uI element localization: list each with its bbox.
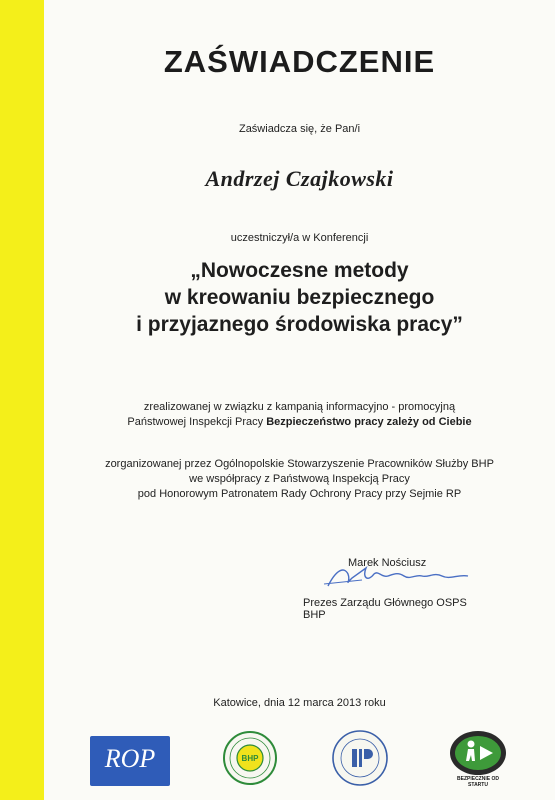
rop-logo-text: ROP bbox=[104, 744, 156, 773]
conference-title-line: i przyjaznego środowiska pracy” bbox=[136, 313, 463, 336]
conference-title-line: w kreowaniu bezpiecznego bbox=[164, 286, 435, 309]
organizer-line: we współpracy z Państwową Inspekcją Pracy bbox=[189, 473, 410, 485]
handwritten-signature bbox=[322, 564, 492, 590]
campaign-text bbox=[44, 400, 555, 430]
participation-text: uczestniczył/a w Konferencji bbox=[230, 232, 369, 244]
certificate-title: ZAŚWIADCZENIE bbox=[163, 44, 436, 79]
campaign-institution: Państwowej Inspekcji Pracy bbox=[127, 416, 267, 428]
bezpiecznie-od-startu-caption: BEZPIECZNIE OD STARTU bbox=[457, 776, 499, 788]
certificate bbox=[44, 0, 555, 800]
recipient-name: Andrzej Czajkowski bbox=[205, 166, 394, 191]
campaign-slogan: Bezpieczeństwo pracy zależy od Ciebie bbox=[266, 416, 472, 428]
organizer-text bbox=[44, 457, 555, 502]
campaign-line-1: zrealizowanej w związku z kampanią informacyjno - promocyjną bbox=[143, 401, 456, 413]
place-and-date: Katowice, dnia 12 marca 2013 roku bbox=[213, 697, 386, 709]
signatory-role: Prezes Zarządu Głównego OSPS BHP bbox=[303, 597, 467, 621]
organizer-line: zorganizowanej przez Ogólnopolskie Stowarzyszenie Pracowników Służby BHP bbox=[105, 458, 494, 470]
bhp-logo-text: BHP bbox=[241, 754, 259, 763]
osps-bhp-logo bbox=[222, 730, 278, 786]
yellow-side-stripe bbox=[0, 0, 44, 800]
conference-title-line: „Nowoczesne metody bbox=[190, 259, 409, 282]
campaign-line-2 bbox=[44, 415, 555, 430]
organizer-line: pod Honorowym Patronatem Rady Ochrony Pracy przy Sejmie RP bbox=[137, 488, 462, 500]
logo-row bbox=[44, 728, 555, 788]
rop-logo bbox=[90, 736, 170, 786]
pip-logo bbox=[331, 729, 389, 787]
conference-title bbox=[44, 257, 555, 338]
signatory-name: Marek Nościusz bbox=[348, 557, 427, 569]
intro-text: Zaświadcza się, że Pan/i bbox=[238, 123, 361, 135]
